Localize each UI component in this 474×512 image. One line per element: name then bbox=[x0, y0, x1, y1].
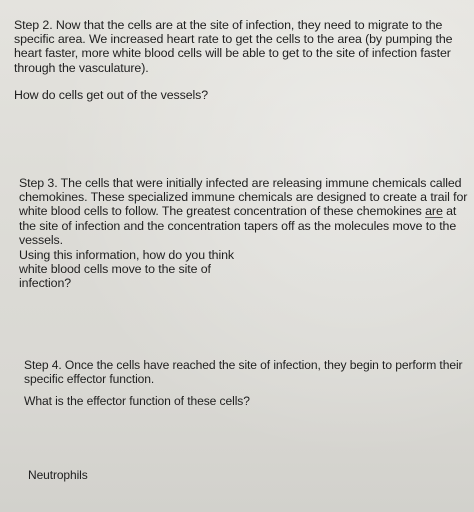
step-2-line-1: Step 2. Now that the cells are at the site of infection, they need to migrate to the bbox=[14, 18, 443, 32]
step-4-line-2: specific effector function. bbox=[24, 372, 155, 387]
step-4-paragraph bbox=[24, 358, 462, 386]
step-3-line-2: chemokines. These specialized immune chemicals are designed to create a trail for bbox=[19, 190, 468, 205]
answer-text: Neutrophils bbox=[28, 468, 88, 482]
step-3-question-line-3: infection? bbox=[19, 276, 72, 291]
step-3-question bbox=[19, 248, 234, 291]
step-2-line-3: heart faster, more white blood cells will be able to get to the site of infection faster bbox=[14, 46, 451, 61]
step-3-line-1: Step 3. The cells that were initially infected are releasing immune chemicals called bbox=[19, 176, 462, 190]
step-4-line-1: Step 4. Once the cells have reached the site of infection, they begin to perform their bbox=[24, 358, 463, 372]
underlined-word: are bbox=[425, 204, 443, 219]
step-3-line-3-text: white blood cells to follow. The greatest concentration of these chemokines bbox=[19, 204, 426, 219]
step-2-line-2: specific area. We increased heart rate to get the cells to the area (by pumping the bbox=[14, 32, 453, 47]
step-3-line-3-tail: at bbox=[442, 204, 457, 219]
step-4-question: What is the effector function of these cells? bbox=[24, 394, 250, 408]
step-2-question: How do cells get out of the vessels? bbox=[14, 88, 209, 102]
step-3-line-4: the site of infection and the concentration tapers off as the molecules move to the bbox=[19, 218, 457, 233]
step-3-question-line-1: Using this information, how do you think bbox=[19, 248, 235, 262]
step-2-paragraph bbox=[14, 18, 452, 75]
step-3-question-line-2: white blood cells move to the site of bbox=[19, 262, 211, 277]
step-3-paragraph bbox=[19, 176, 467, 247]
step-3-line-3 bbox=[19, 204, 467, 218]
step-3-line-5: vessels. bbox=[19, 232, 63, 247]
step-2-line-4: through the vasculature). bbox=[14, 60, 149, 75]
